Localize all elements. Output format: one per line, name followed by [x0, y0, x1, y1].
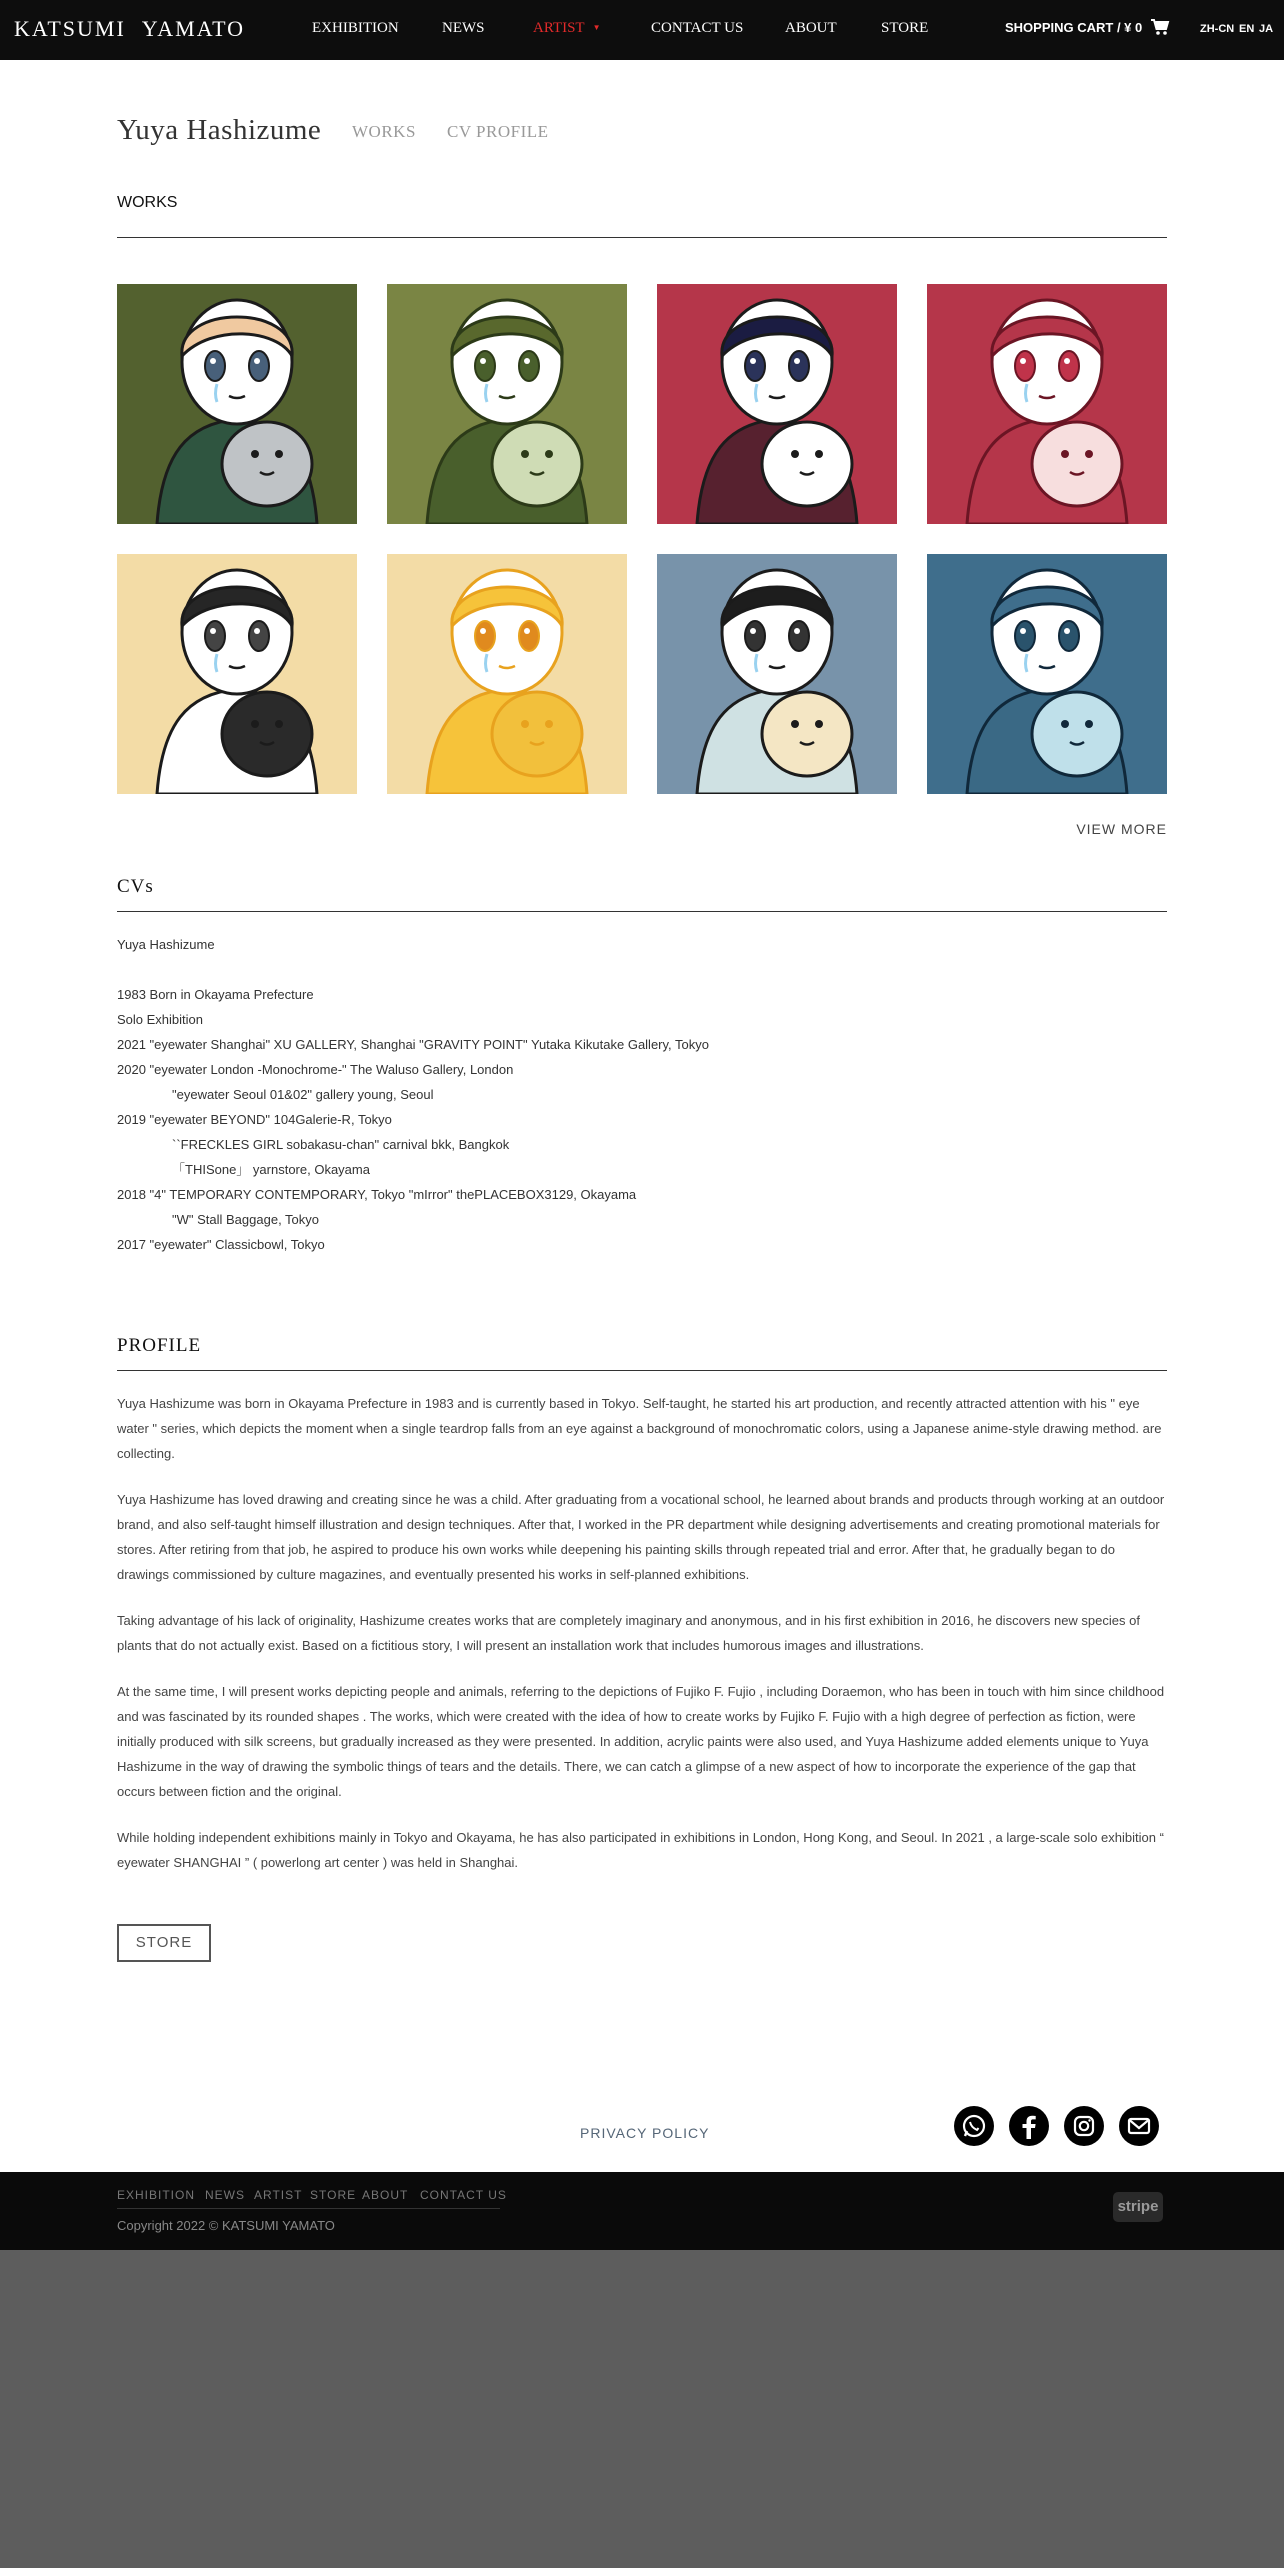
artist-name: Yuya Hashizume — [117, 114, 322, 146]
nav-artist[interactable] — [533, 20, 601, 37]
artwork-girl-with-dog[interactable] — [927, 284, 1167, 524]
stripe-badge: stripe — [1113, 2192, 1163, 2222]
cv-entry: 「THISone」 yarnstore, Okayama — [172, 1162, 370, 1177]
instagram-icon[interactable] — [1064, 2106, 1104, 2146]
cv-entry: 2021 "eyewater Shanghai" XU GALLERY, Shanghai "GRAVITY POINT" Yutaka Kikutake Gallery, Tokyo — [117, 1037, 709, 1052]
site-logo[interactable] — [14, 16, 261, 42]
profile-text — [117, 1391, 1167, 1896]
mail-icon[interactable] — [1119, 2106, 1159, 2146]
profile-divider — [117, 1370, 1167, 1371]
footer-link-store[interactable]: STORE — [310, 2188, 357, 2202]
cv-entry: 2017 "eyewater" Classicbowl, Tokyo — [117, 1237, 325, 1252]
footer-link-news[interactable]: NEWS — [205, 2188, 245, 2202]
logo-word-1: KATSUMI — [14, 16, 126, 41]
cv-entry: 2020 "eyewater London -Monochrome-" The Waluso Gallery, London — [117, 1062, 514, 1077]
footer-divider — [117, 2208, 500, 2209]
logo-word-2: YAMATO — [141, 16, 246, 41]
store-button[interactable]: STORE — [117, 1924, 211, 1962]
cv-entry: 2019 "eyewater BEYOND" 104Galerie-R, Tokyo — [117, 1112, 392, 1127]
artwork-girl-with-monkey[interactable] — [387, 554, 627, 794]
view-more-link[interactable]: VIEW MORE — [1076, 821, 1167, 837]
profile-paragraph: Taking advantage of his lack of originality, Hashizume creates works that are completely imaginary and anonymous, and in his first exhibition in 2016, he discovers new species of plants that do not actually exist. Based on a fictitious story, I will present an installation work that includes humorous images and illustrations. — [117, 1613, 1140, 1653]
whatsapp-icon[interactable] — [954, 2106, 994, 2146]
artwork-boy-with-cat[interactable] — [387, 284, 627, 524]
cv-entry: ``FRECKLES GIRL sobakasu-chan" carnival bkk, Bangkok — [172, 1137, 510, 1152]
footer-link-artist[interactable]: ARTIST — [254, 2188, 303, 2202]
cv-name: Yuya Hashizume — [117, 937, 215, 952]
facebook-icon[interactable] — [1009, 2106, 1049, 2146]
tab-cv-profile[interactable]: CV PROFILE — [447, 122, 549, 141]
cv-entry: "W" Stall Baggage, Tokyo — [172, 1212, 320, 1227]
copyright: Copyright 2022 © KATSUMI YAMATO — [117, 2218, 335, 2233]
footer-link-about[interactable]: ABOUT — [362, 2188, 409, 2202]
tab-works[interactable]: WORKS — [352, 122, 416, 141]
artwork-girl-with-owl[interactable] — [927, 554, 1167, 794]
profile-paragraph: Yuya Hashizume was born in Okayama Prefecture in 1983 and is currently based in Tokyo. Self-taught, he started his art production, and recently attracted attention with his " eye water " series, which depicts the moment when a single teardrop falls from an eye against a background of monochromatic colors, using a Japanese anime-style drawing method. are collecting. — [117, 1396, 1162, 1461]
lang-ja[interactable]: JA — [1259, 23, 1274, 35]
cv-divider — [117, 911, 1167, 912]
cv-entry: 2018 "4" TEMPORARY CONTEMPORARY, Tokyo "mIrror" thePLACEBOX3129, Okayama — [117, 1187, 637, 1202]
cv-list — [117, 932, 1167, 1257]
nav-contact[interactable]: CONTACT US — [651, 20, 744, 36]
lang-en[interactable]: EN — [1239, 23, 1255, 35]
nav-news[interactable]: NEWS — [442, 20, 485, 36]
nav-store[interactable]: STORE — [881, 20, 929, 36]
profile-paragraph: While holding independent exhibitions mainly in Tokyo and Okayama, he has also participated in exhibitions in London, Hong Kong, and Seoul. In 2021 , a large-scale solo exhibition “ eyewater SHANGHAI ” ( powerlong art center ) was held in Shanghai. — [117, 1830, 1164, 1870]
lang-zh-cn[interactable]: ZH-CN — [1200, 23, 1235, 35]
privacy-policy-link[interactable]: PRIVACY POLICY — [580, 2125, 710, 2141]
profile-heading: PROFILE — [117, 1335, 202, 1356]
cart-icon[interactable] — [1150, 17, 1170, 42]
profile-paragraph: Yuya Hashizume has loved drawing and creating since he was a child. After graduating from a vocational school, he learned about brands and products through working at an outdoor brand, and also self-taught himself illustration and design techniques. After that, I worked in the PR department while designing advertisements and creating promotional materials for stores. After retiring from that job, he aspired to produce his own works while deepening his painting skills through repeated trial and error. After that, he gradually began to do drawings commissioned by culture magazines, and eventually presented his works in self-planned exhibitions. — [117, 1492, 1165, 1582]
artwork-girl-with-dog[interactable] — [657, 284, 897, 524]
footer-link-exhibition[interactable]: EXHIBITION — [117, 2188, 196, 2202]
works-heading: WORKS — [117, 194, 178, 211]
cv-entry: "eyewater Seoul 01&02" gallery young, Seoul — [172, 1087, 434, 1102]
site-footer — [0, 2172, 1284, 2250]
cv-entries — [117, 982, 1167, 1257]
nav-about[interactable]: ABOUT — [785, 20, 837, 36]
profile-paragraph: At the same time, I will present works depicting people and animals, referring to the depictions of Fujiko F. Fujio , including Doraemon, who has been in touch with him since childhood and was fascinated by its rounded shapes . The works, which were created with the idea of how to create works by Fujiko F. Fujio with a high degree of perfection as fiction, were initially produced with silk screens, but gradually increased as they were presented. In addition, acrylic paints were also used, and Yuya Hashizume added elements unique to Yuya Hashizume in the way of drawing the symbolic things of tears and the details. There, we can catch a glimpse of a new aspect of how to incorporate the experience of the gap that occurs between fiction and the original. — [117, 1684, 1165, 1799]
shopping-cart-link[interactable]: SHOPPING CART / ¥ 0 — [1005, 20, 1143, 35]
nav-artist-label: ARTIST — [533, 20, 585, 36]
cv-heading: CVs — [117, 876, 154, 897]
nav-exhibition[interactable]: EXHIBITION — [312, 20, 399, 36]
works-divider — [117, 237, 1167, 238]
cv-entry: 1983 Born in Okayama Prefecture — [117, 987, 314, 1002]
footer-link-contact[interactable]: CONTACT US — [420, 2188, 507, 2202]
caret-down-icon: ▼ — [592, 23, 601, 32]
artwork-girl-with-owl[interactable] — [657, 554, 897, 794]
site-header — [0, 0, 1284, 60]
page-content — [0, 60, 1284, 2172]
cv-entry: Solo Exhibition — [117, 1012, 203, 1027]
artwork-girl-with-monkey[interactable] — [117, 554, 357, 794]
artwork-boy-with-cat[interactable] — [117, 284, 357, 524]
